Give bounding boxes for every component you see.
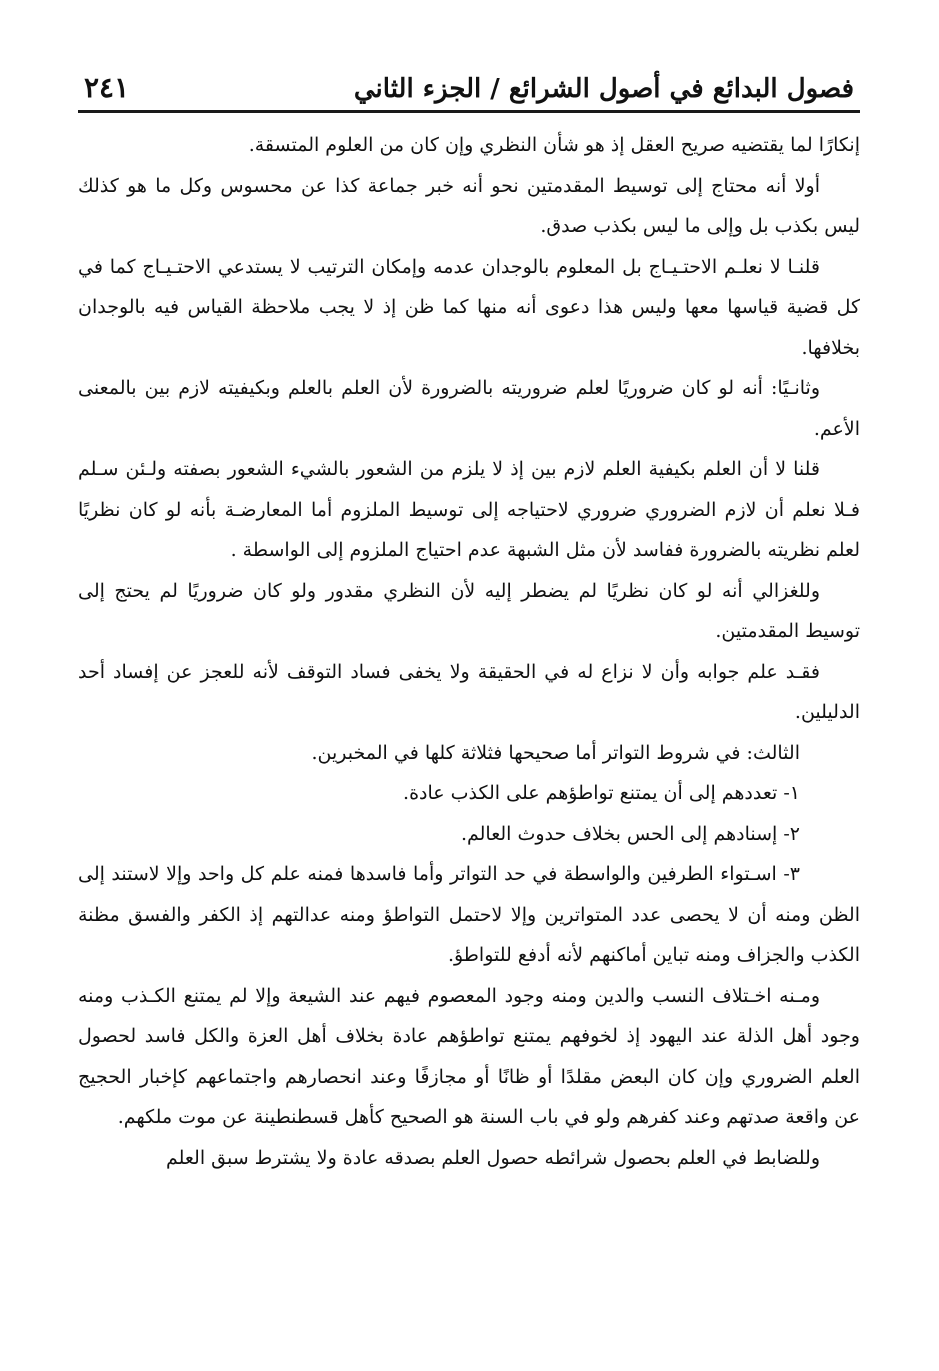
book-page <box>78 56 860 1356</box>
list-item: ٣- اسـتواء الطرفين والواسطة في حد التواتر وأما فاسدها فمنه علم كل واحد وإلا لاستند إلى الظن ومنه أن لا يحصى عدد المتواترين وإلا لاحتمل التواطؤ ومنه عدالتهم إذ الكفر والفسق مظنة الكذب والجزاف ومنه تباين أماكنهم لأنه أدفع للتواطؤ. <box>78 863 860 966</box>
paragraph: ومـنه اخـتلاف النسب والدين ومنه وجود المعصوم فيهم عند الشيعة وإلا لم يمتنع الكـذب ومنه وجود أهل الذلة عند اليهود إذ لخوفهم يمتنع تواطؤهم عادة بخلاف أهل العزة والكل فاسد لحصول العلم الضروري وإن كان البعض مقلدًا أو ظانًا أو مجازفًا وعند انحصارهم واجتماعهم كإخبار الحجيج عن واقعة صدتهم وعند كفرهم ولو في باب السنة هو الصحيح كأهل قسطنطينة عن موت ملكهم. <box>78 984 860 1128</box>
paragraph: قلنـا لا نعلـم الاحتـيـاج بل المعلوم بالوجدان عدمه وإمكان الترتيب لا يستدعي الاحتـيـاج كما في كل قضية قياسها معها وليس هذا دعوى أنه منها كما ظن إذ لا يجب ملاحظة القياس فيه بالوجدان بخلافها. <box>78 255 860 359</box>
paragraph: وللغزالي أنه لو كان نظريًا لم يضطر إليه لأن النظري مقدور ولو كان ضروريًا لم يحتج إلى توسيط المقدمتين. <box>78 579 860 642</box>
list-item: ٢- إسنادهم إلى الحس بخلاف حدوث العالم. <box>460 822 800 845</box>
paragraph: فقـد علم جوابه وأن لا نزاع له في الحقيقة ولا يخفى فساد التوقف لأنه للعجز عن إفساد أحد الدليلين. <box>78 660 860 723</box>
paragraph: وثانـيًا: أنه لو كان ضروريًا لعلم ضروريته بالضرورة لأن العلم بالعلم وبكيفيته لازم بين بالمعنى الأعم. <box>78 377 860 440</box>
list-item: ١- تعددهم إلى أن يمتنع تواطؤهم على الكذب عادة. <box>403 782 800 804</box>
section-heading-paragraph: الثالث: في شروط التواتر أما صحيحها فثلاثة كلها في المخبرين. <box>311 741 800 764</box>
paragraph: أولا أنه محتاج إلى توسيط المقدمتين نحو أنه خبر جماعة كذا عن محسوس وكل ما هو كذلك ليس بكذب بل وإلى ما ليس بكذب صدق. <box>78 174 860 237</box>
paragraph: قلنا لا أن العلم بكيفية العلم لازم بين إذ لا يلزم من الشعور بالشيء الشعور بصفته ولـئن سـلم فـلا نعلم أن لازم الضروري ضروري لاحتياجه إلى توسيط الملزوم أما المعارضـة بأنه لو كان نظريًا لعلم نظريته بالضرورة ففاسد لأن مثل الشبهة عدم احتياج الملزوم إلى الواسطة . <box>78 458 860 561</box>
page-number: ٢٤١ <box>84 71 130 104</box>
paragraph: إنكارًا لما يقتضيه صريح العقل إذ هو شأن النظري وإن كان من العلوم المتسقة. <box>248 134 860 156</box>
book-title-header: فصول البدائع في أصول الشرائع / الجزء الثاني <box>353 74 854 104</box>
header-divider <box>78 110 860 113</box>
page-body <box>78 125 860 1178</box>
paragraph: وللضابط في العلم بحصول شرائطه حصول العلم بصدقه عادة ولا يشترط سبق العلم <box>165 1146 820 1169</box>
running-header <box>78 56 860 102</box>
